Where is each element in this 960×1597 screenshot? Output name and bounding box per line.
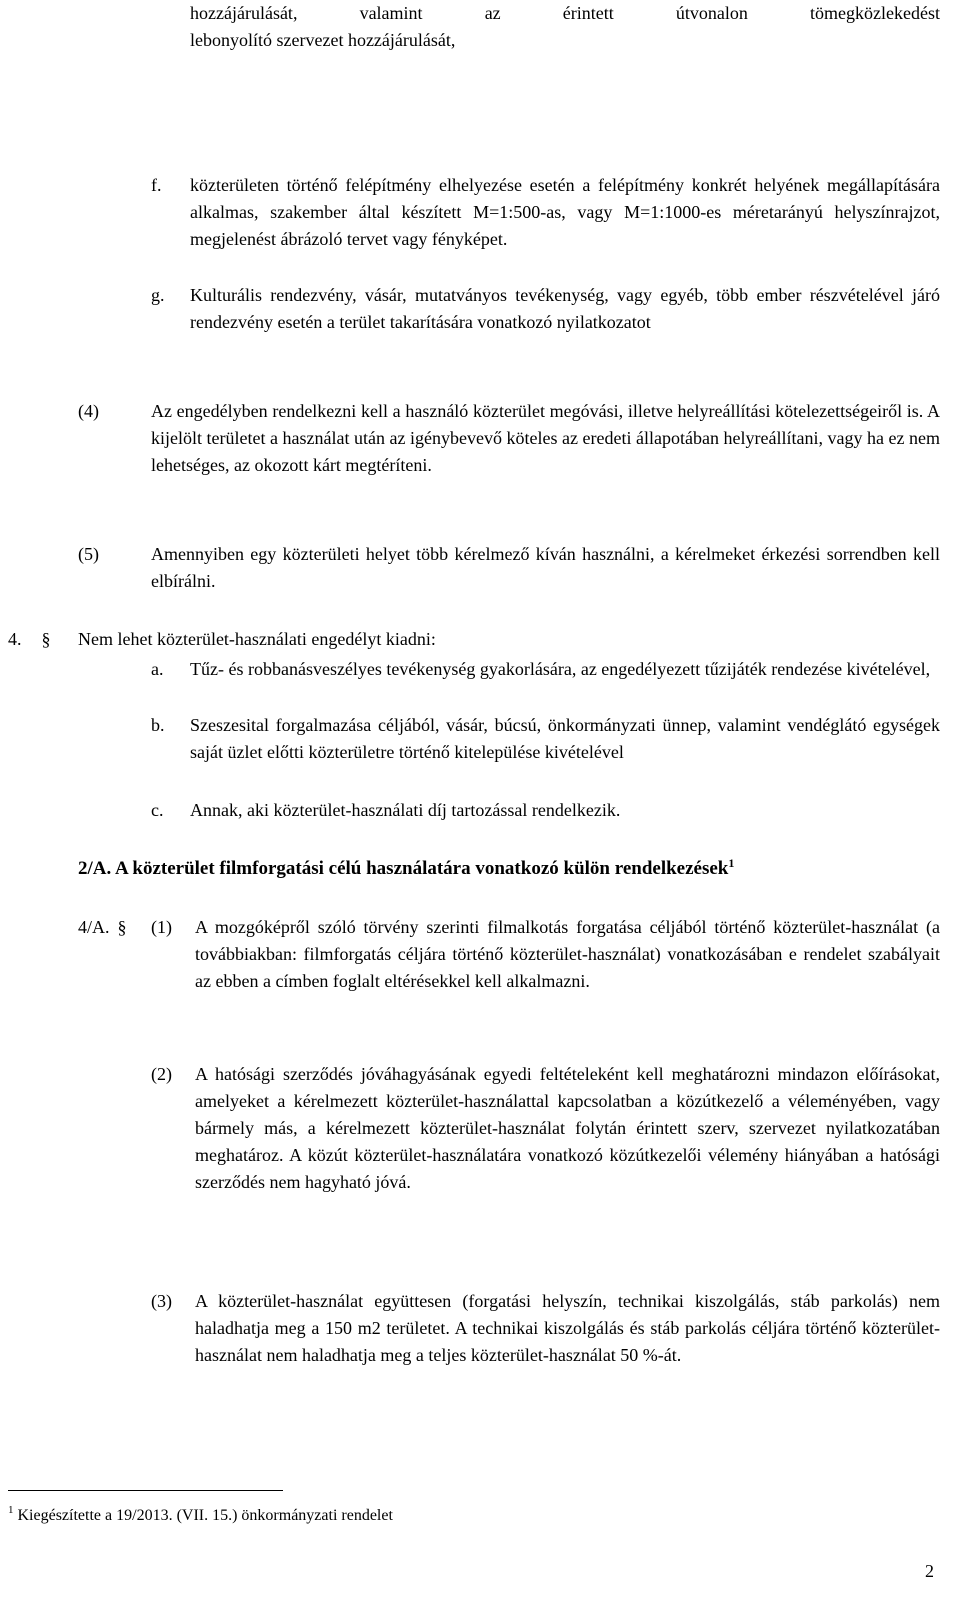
section-sign: § <box>117 917 127 937</box>
section-4-number: 4. <box>8 629 22 649</box>
footnote-mark: 1 <box>8 1504 14 1516</box>
section-4a-heading <box>78 914 127 941</box>
section-4-item-b-text: Szeszesital forgalmazása céljából, vásár, búcsú, önkormányzati ünnep, valamint vendéglátó egységek saját üzlet előtti közterületre történő kitelepülése kivételével <box>190 715 940 762</box>
page-number: 2 <box>925 1561 934 1581</box>
para-5-text: Amennyiben egy közterületi helyet több kérelmező kíván használni, a kérelmeket érkezési sorrendben kell elbírálni. <box>151 544 940 591</box>
heading-2a <box>78 855 953 882</box>
footnote-separator <box>8 1490 283 1491</box>
para-4-label: (4) <box>78 401 99 421</box>
section-4-item-a-label: a. <box>151 659 164 679</box>
footnote <box>8 1502 908 1529</box>
heading-2a-text: 2/A. A közterület filmforgatási célú használatára vonatkozó külön rendelkezések <box>78 858 729 879</box>
section-4a-para-3-label: (3) <box>151 1291 172 1311</box>
section-4-item-b-label: b. <box>151 715 165 735</box>
item-f-text: közterületen történő felépítmény elhelyezése esetén a felépítmény konkrét helyének megállapítására alkalmas, szakember által készített M=1:500-as, vagy M=1:1000-es méretarányú helyszínrajzot, megjelenést ábrázoló tervet vagy fényképet. <box>190 175 940 249</box>
para-4-text: Az engedélyben rendelkezni kell a használó közterület megóvási, illetve helyreállítási kötelezettségeiről is. A kijelölt területet a használat után az igénybevevő köteles az eredeti állapotában helyreállítani, vagy ha ez nem lehetséges, az okozott kárt megtéríteni. <box>151 401 940 475</box>
footnote-reference: 1 <box>728 856 735 870</box>
section-4-item-c-label: c. <box>151 800 164 820</box>
section-4a-para-2-text: A hatósági szerződés jóváhagyásának egyedi feltételeként kell meghatározni mindazon előírásokat, amelyeket a kérelmezett közterület-használattal kapcsolatban a közútkezelő a véleményében, vagy bármely más, a kérelmezett közterület-használat folytán érintett szerv, szervezet nyilatkozatában meghatároz. A közút közterület-használatára vonatkozó közútkezelői vélemény hiányában a hatósági szerződés nem hagyható jóvá. <box>195 1064 940 1192</box>
item-g-text: Kulturális rendezvény, vásár, mutatványos tevékenység, vagy egyéb, több ember részvételével járó rendezvény esetén a terület takarítására vonatkozó nyilatkozatot <box>190 285 940 332</box>
continuation-line-2: lebonyolító szervezet hozzájárulását, <box>190 30 456 50</box>
section-4a-para-3-text: A közterület-használat együttesen (forgatási helyszín, technikai kiszolgálás, stáb parkolás) nem haladhatja meg a 150 m2 területet. A technikai kiszolgálás és stáb parkolás céljára történő közterület-használat nem haladhatja meg a teljes közterület-használat 50 %-át. <box>195 1291 940 1365</box>
section-4a-para-1-label: (1) <box>151 917 172 937</box>
section-sign: § <box>41 629 51 649</box>
section-4a-para-1-text: A mozgóképről szóló törvény szerinti filmalkotás forgatása céljából történő közterület-használat (a továbbiakban: filmforgatás céljára történő közterület-használat) vonatkozásában e rendelet szabályait az ebben a címben foglalt eltérésekkel kell alkalmazni. <box>195 917 940 991</box>
continuation-line-1: hozzájárulását, valamint az érintett útvonalon tömegközlekedést <box>190 3 940 23</box>
para-5-label: (5) <box>78 544 99 564</box>
item-g-label: g. <box>151 285 165 305</box>
item-f-label: f. <box>151 175 162 195</box>
footnote-text: Kiegészítette a 19/2013. (VII. 15.) önkormányzati rendelet <box>17 1507 393 1524</box>
section-4-item-a-text: Tűz- és robbanásveszélyes tevékenység gyakorlására, az engedélyezett tűzijáték rendezése kivételével, <box>190 659 931 679</box>
section-4-title: Nem lehet közterület-használati engedélyt kiadni: <box>78 629 436 649</box>
section-4a-para-2-label: (2) <box>151 1064 172 1084</box>
section-4-item-c-text: Annak, aki közterület-használati díj tartozással rendelkezik. <box>190 800 621 820</box>
section-4a-number: 4/A. <box>78 917 110 937</box>
section-4-heading <box>8 626 51 653</box>
